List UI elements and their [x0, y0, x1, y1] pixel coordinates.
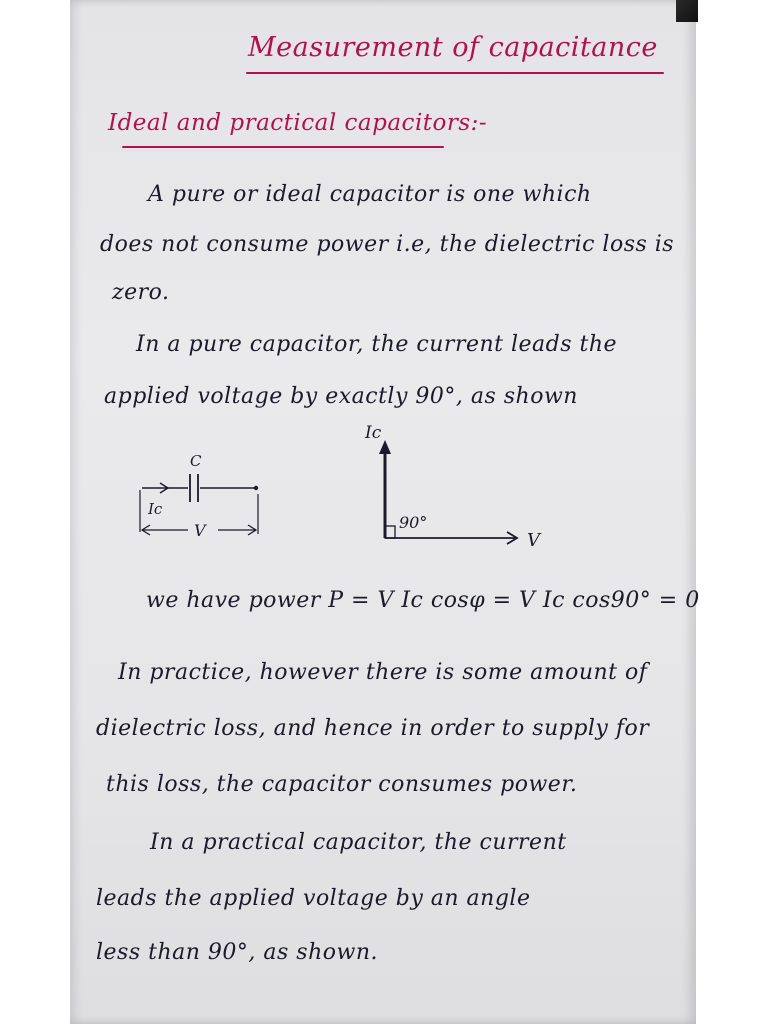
ic-phasor-label: Ic [365, 423, 382, 443]
para1-line3: zero. [112, 280, 170, 305]
page-title: Measurement of capacitance [248, 32, 658, 63]
para3-line1: In practice, however there is some amount of [118, 660, 648, 685]
para2-line2: applied voltage by exactly 90°, as shown [104, 384, 578, 409]
para3-line3: this loss, the capacitor consumes power. [106, 772, 578, 797]
para4-line3: less than 90°, as shown. [96, 940, 378, 965]
para4-line2: leads the applied voltage by an angle [96, 886, 531, 911]
angle-label: 90° [399, 513, 428, 532]
para3-line2: dielectric loss, and hence in order to supply for [96, 716, 650, 741]
para1-line1: A pure or ideal capacitor is one which [148, 182, 592, 207]
heading-underline [122, 146, 444, 148]
v-phasor-label: V [527, 530, 540, 551]
section-heading: Ideal and practical capacitors:- [108, 110, 488, 136]
voltage-label: V [194, 521, 206, 540]
current-label: Ic [148, 500, 163, 518]
para2-line1: In a pure capacitor, the current leads the [136, 332, 618, 357]
title-underline [246, 72, 664, 74]
capacitor-circuit-diagram [130, 450, 280, 550]
terminal-dot [254, 486, 258, 490]
dark-corner [676, 0, 698, 22]
para1-line2: does not consume power i.e, the dielectric loss is [100, 232, 675, 257]
phasor-diagram [355, 420, 565, 560]
para4-line1: In a practical capacitor, the current [150, 830, 567, 855]
cap-label: C [190, 452, 202, 470]
power-equation: we have power P = V Ic cosφ = V Ic cos90° = 0 [146, 588, 700, 613]
